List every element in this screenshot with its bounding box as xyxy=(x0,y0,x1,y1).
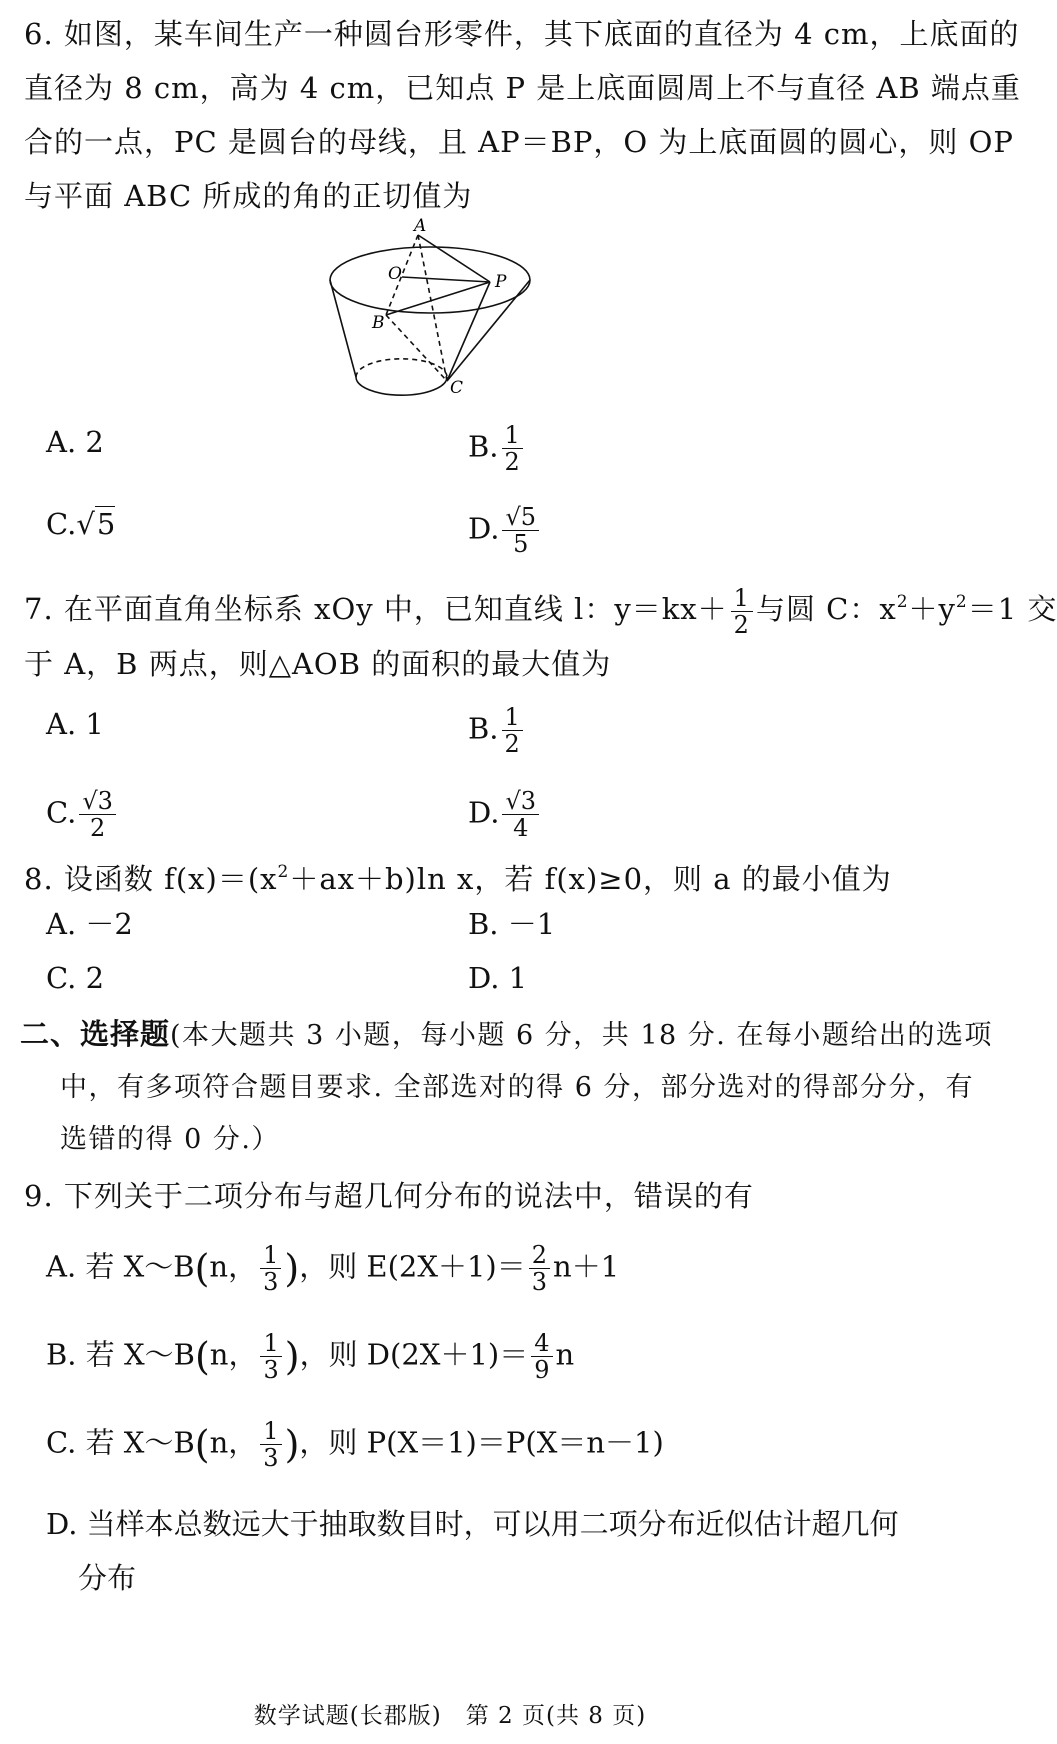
q7-stem-part-1: 7. 在平面直角坐标系 xOy 中，已知直线 l：y＝kx＋ xyxy=(24,592,728,626)
q9-option-b-param-fraction xyxy=(260,1330,281,1383)
fraction-denominator: 3 xyxy=(263,1444,279,1472)
sqrt-radicand: 5 xyxy=(96,507,116,541)
fraction-numerator: √3 xyxy=(502,788,539,815)
q7-option-c-fraction xyxy=(79,788,116,841)
fraction-numerator: 1 xyxy=(260,1418,281,1445)
q8-stem-part-1: 8. 设函数 f(x)＝(x xyxy=(24,862,278,896)
page-footer: 数学试题(长郡版) 第 2 页(共 8 页) xyxy=(253,1703,647,1729)
q9-option-a-part-4: n＋1 xyxy=(553,1249,620,1284)
left-paren: ( xyxy=(194,1334,210,1379)
segment-OP xyxy=(402,277,490,282)
q9-option-a-param-fraction xyxy=(260,1242,281,1295)
segment-BC xyxy=(386,315,447,381)
section-2-instruction-line-1: (本大题共 3 小题，每小题 6 分，共 18 分. 在每小题给出的选项 xyxy=(170,1020,993,1051)
section-2-header xyxy=(20,1014,993,1056)
frustum-figure xyxy=(330,215,580,440)
superscript: 2 xyxy=(955,592,968,612)
q7-option-d-prefix: D. xyxy=(468,795,500,830)
q6-option-b-prefix: B. xyxy=(468,429,499,464)
segment-AP xyxy=(418,235,490,282)
fraction-denominator: 4 xyxy=(513,814,529,842)
q6-option-b-fraction xyxy=(502,422,523,475)
q9-option-b-part-3: ，则 D(2X＋1)＝ xyxy=(299,1337,529,1372)
q7-stem-line-1 xyxy=(24,582,1057,639)
fraction-denominator: 3 xyxy=(263,1356,279,1384)
q7-stem-fraction xyxy=(731,585,753,638)
q9-stem: 9. 下列关于二项分布与超几何分布的说法中，错误的有 xyxy=(24,1179,754,1213)
q6-option-d-prefix: D. xyxy=(468,511,500,546)
q6-stem-line-1: 6. 如图，某车间生产一种圆台形零件，其下底面的直径为 4 cm，上底面的 xyxy=(24,17,1020,51)
left-generatrix xyxy=(330,280,356,377)
label-B: B xyxy=(372,313,385,333)
superscript: 2 xyxy=(277,862,290,882)
q8-stem-part-2: ＋ax＋b)ln x，若 f(x)≥0，则 a 的最小值为 xyxy=(289,862,892,896)
fraction-numerator: √5 xyxy=(502,504,539,531)
q7-option-c-prefix: C. xyxy=(46,795,77,830)
bottom-base-front-arc xyxy=(356,377,447,395)
q9-option-c-part-2: n， xyxy=(209,1425,258,1460)
segment-PC xyxy=(447,282,490,381)
sqrt-radicand: 3 xyxy=(520,787,537,815)
q7-option-b xyxy=(468,704,526,757)
fraction-numerator: 1 xyxy=(260,1242,281,1269)
label-P: P xyxy=(495,272,507,292)
fraction-denominator: 3 xyxy=(531,1268,548,1296)
q8-option-a: A. －2 xyxy=(46,907,133,941)
label-A: A xyxy=(414,216,427,236)
q6-stem-line-2: 直径为 8 cm，高为 4 cm，已知点 P 是上底面圆周上不与直径 AB 端点重 xyxy=(24,71,1021,105)
q9-option-c-part-3: ，则 P(X＝1)＝P(X＝n－1) xyxy=(299,1425,664,1460)
left-paren: ( xyxy=(194,1422,210,1467)
q6-stem-line-3: 合的一点，PC 是圆台的母线，且 AP＝BP，O 为上底面圆的圆心，则 OP xyxy=(24,125,1014,159)
fraction-numerator: 2 xyxy=(529,1242,550,1269)
q8-option-d: D. 1 xyxy=(468,961,528,995)
q9-option-a-part-1: A. 若 X～B xyxy=(46,1249,195,1284)
q9-option-c-part-1: C. 若 X～B xyxy=(46,1425,195,1460)
fraction-numerator: 1 xyxy=(502,422,523,449)
q9-option-a-part-2: n， xyxy=(209,1249,258,1284)
q7-stem-line-2: 于 A，B 两点，则△AOB 的面积的最大值为 xyxy=(24,647,612,681)
q9-option-a-result-fraction xyxy=(529,1242,550,1295)
section-2-instruction-line-3: 选错的得 0 分.） xyxy=(60,1124,280,1155)
section-2-instruction-line-2: 中，有多项符合题目要求. 全部选对的得 6 分，部分选对的得部分分，有 xyxy=(60,1072,975,1103)
q6-option-d xyxy=(468,504,542,557)
q9-option-a xyxy=(46,1242,619,1295)
q9-option-c-param-fraction xyxy=(260,1418,281,1471)
q7-stem-part-2: 与圆 C：x xyxy=(755,592,897,626)
fraction-denominator: 2 xyxy=(504,448,520,476)
q9-option-b-result-fraction xyxy=(531,1330,552,1383)
section-2-title: 二、选择题 xyxy=(20,1017,171,1051)
q7-option-b-prefix: B. xyxy=(468,711,499,746)
label-O: O xyxy=(388,264,402,284)
q7-option-d-fraction xyxy=(502,788,539,841)
fraction-denominator: 3 xyxy=(263,1268,279,1296)
q6-option-d-fraction xyxy=(502,504,539,557)
q8-option-c: C. 2 xyxy=(46,961,105,995)
q7-option-a: A. 1 xyxy=(46,707,104,741)
q9-option-a-part-3: ，则 E(2X＋1)＝ xyxy=(299,1249,526,1284)
fraction-denominator: 2 xyxy=(504,730,520,758)
q6-option-c xyxy=(46,504,115,544)
label-C: C xyxy=(450,378,464,398)
sqrt-radicand: 3 xyxy=(97,787,113,815)
fraction-denominator: 2 xyxy=(90,814,106,842)
fraction-numerator: 1 xyxy=(731,585,753,612)
q9-option-b xyxy=(46,1330,574,1383)
q9-option-b-part-4: n xyxy=(555,1337,575,1372)
fraction-denominator: 2 xyxy=(733,610,750,639)
right-paren: ) xyxy=(284,1334,300,1379)
q9-option-b-part-1: B. 若 X～B xyxy=(46,1337,195,1372)
fraction-denominator: 9 xyxy=(534,1356,550,1384)
fraction-numerator: 1 xyxy=(260,1330,281,1357)
q9-option-d-line-2: 分布 xyxy=(78,1561,137,1595)
segment-AC xyxy=(418,235,447,381)
q6-option-a: A. 2 xyxy=(46,425,104,459)
right-paren: ) xyxy=(284,1422,300,1467)
fraction-numerator: √3 xyxy=(79,788,116,815)
fraction-numerator: 1 xyxy=(502,704,523,731)
q6-option-b xyxy=(468,422,526,475)
q7-stem-part-4: ＝1 交 xyxy=(967,592,1057,626)
right-generatrix xyxy=(447,280,530,381)
sqrt-radicand: 5 xyxy=(520,503,537,531)
q7-stem-part-3: ＋y xyxy=(908,592,956,626)
q8-option-b: B. －1 xyxy=(468,907,556,941)
q7-option-b-fraction xyxy=(502,704,523,757)
q9-option-c xyxy=(46,1418,664,1471)
q9-option-d-line-1: D. 当样本总数远大于抽取数目时，可以用二项分布近似估计超几何 xyxy=(46,1507,899,1541)
fraction-denominator: 5 xyxy=(513,530,529,558)
bottom-base-back-arc xyxy=(356,359,447,377)
superscript: 2 xyxy=(896,592,909,612)
q8-stem xyxy=(24,852,892,899)
left-paren: ( xyxy=(194,1246,210,1291)
q6-option-c-sqrt: √5 xyxy=(76,507,116,541)
q6-option-c-prefix: C. xyxy=(46,507,77,541)
q9-option-b-part-2: n， xyxy=(209,1337,258,1372)
right-paren: ) xyxy=(284,1246,300,1291)
q7-option-c xyxy=(46,788,119,841)
fraction-numerator: 4 xyxy=(531,1330,552,1357)
q6-stem-line-4: 与平面 ABC 所成的角的正切值为 xyxy=(24,179,473,213)
q7-option-d xyxy=(468,788,542,841)
